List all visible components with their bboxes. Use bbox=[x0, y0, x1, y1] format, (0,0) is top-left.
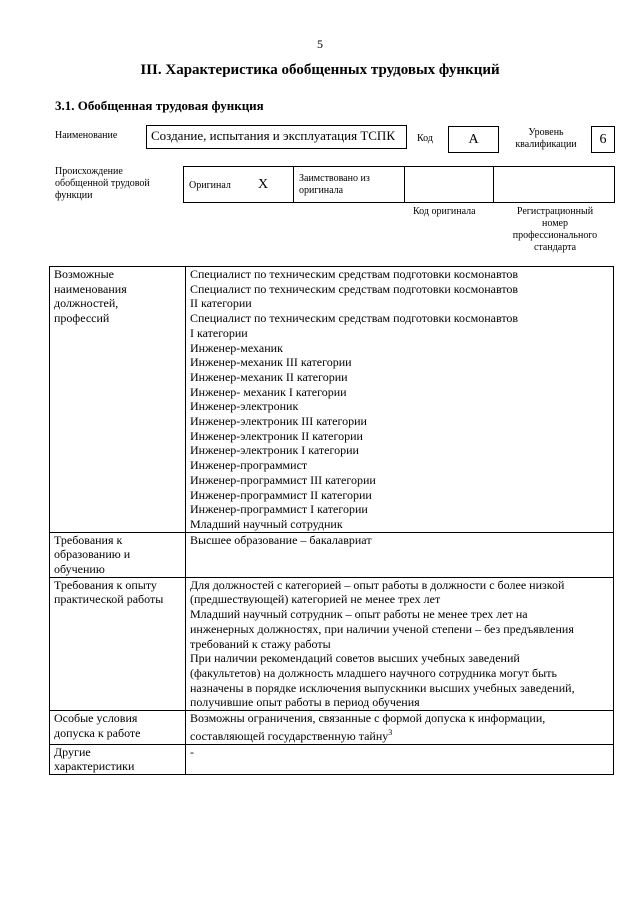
row-value: - bbox=[186, 744, 614, 774]
code-label: Код bbox=[417, 133, 433, 144]
original-label: Оригинал bbox=[189, 180, 231, 191]
row-value: Возможны ограничения, связанные с формой допуска к информации, составляющей государственную тайну$^3$ bbox=[186, 711, 614, 744]
row-value: Высшее образование – бакалавриат bbox=[186, 532, 614, 577]
row-label: Особые условия допуска к работе bbox=[50, 711, 186, 744]
name-label: Наименование bbox=[55, 130, 118, 141]
level-value: 6 bbox=[591, 126, 615, 153]
table-row bbox=[50, 744, 614, 774]
code-original-caption: Код оригинала bbox=[413, 206, 476, 217]
origin-label: Происхождение обобщенной трудовой функции bbox=[55, 166, 150, 201]
table-row bbox=[50, 267, 614, 533]
row-value: Специалист по техническим средствам подготовки космонавтов Специалист по техническим средствам подготовки космонавтов II категории Специалист по техническим средствам подготовки космонавтов I категории Инженер-механик Инженер-механик III категории Инженер-механик II категории Инженер- механик I категории Инженер-электроник Инженер-электроник III категории Инженер-электроник II категории Инженер-электроник I категории Инженер-программист Инженер-программист III категории Инженер-программист II категории Инженер-программист I категории Младший научный сотрудник bbox=[186, 267, 614, 533]
borrowed-label: Заимствовано из оригинала bbox=[299, 173, 370, 196]
section-title: III. Характеристика обобщенных трудовых функций bbox=[140, 62, 500, 78]
footnote-marker: 3 bbox=[388, 727, 393, 737]
table-row bbox=[50, 711, 614, 744]
level-label: Уровень квалификации bbox=[515, 127, 577, 150]
row-label: Возможные наименования должностей, профессий bbox=[50, 267, 186, 533]
row-label: Требования к образованию и обучению bbox=[50, 532, 186, 577]
name-value: Создание, испытания и эксплуатация ТСПК bbox=[146, 125, 407, 149]
reg-number-caption: Регистрационный номер профессионального стандарта bbox=[512, 206, 598, 253]
origin-table bbox=[183, 166, 615, 203]
row-label: Другие характеристики bbox=[50, 744, 186, 774]
table-row bbox=[50, 532, 614, 577]
page-number: 5 bbox=[317, 37, 323, 51]
row-value: Для должностей с категорией – опыт работы в должности с более низкой (предшествующей) категорией не менее трех лет Младший научный сотрудник – опыт работы не менее трех лет на инженерных должностях, при наличии ученой степени – без предъявления требований к стажу работы При наличии рекомендаций советов высших учебных заведений (факультетов) на должность младшего научного сотрудника могут быть назначены в порядке исключения выпускники высших учебных заведений, получившие опыт работы в период обучения bbox=[186, 577, 614, 710]
subsection-title: 3.1. Обобщенная трудовая функция bbox=[55, 98, 264, 113]
function-table bbox=[49, 266, 614, 775]
code-value: А bbox=[448, 126, 499, 153]
original-mark: X bbox=[258, 177, 269, 192]
table-row bbox=[50, 577, 614, 710]
row-label: Требования к опыту практической работы bbox=[50, 577, 186, 710]
